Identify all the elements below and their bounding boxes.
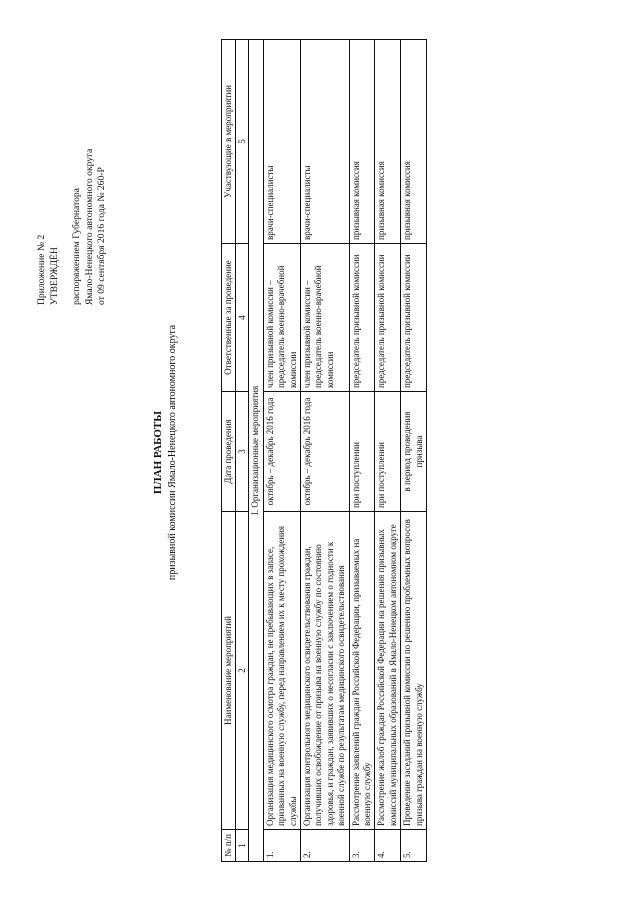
column-number-row [236,40,249,862]
table-row [263,40,300,862]
table-row [401,40,427,862]
column-number: 5 [236,40,249,244]
header-responsible: Ответственные за проведение [222,244,236,392]
row-number: 3. [349,830,375,862]
row-number: 5. [401,830,427,862]
row-responsible: председатель призывной комиссии [375,244,401,392]
row-participants: призывная комиссия [349,40,375,244]
table-row [375,40,401,862]
column-number: 3 [236,392,249,512]
approved-label: УТВЕРЖДЁН [48,247,60,305]
row-number: 4. [375,830,401,862]
document-subtitle: призывной комиссии Ямало-Ненецкого автономного округа [167,324,178,581]
section-row [249,40,263,862]
row-participants: призывная комиссия [375,40,401,244]
row-date: октябрь – декабрь 2016 года [301,392,350,512]
approval-stamp-block [36,45,109,305]
header-activity: Наименование мероприятий [222,512,236,830]
column-number: 1 [236,830,249,862]
row-participants: врачи-специалисты [301,40,350,244]
approval-order-line: распоряжением Губернатора [71,188,82,305]
row-responsible: член призывной комиссии – председатель военно-врачебной комиссии [301,244,350,392]
header-date: Дата проведения [222,392,236,512]
table-header-row [222,40,236,862]
row-date: октябрь – декабрь 2016 года [263,392,300,512]
document-title: ПЛАН РАБОТЫ [152,410,164,495]
header-participants: Участвующие в мероприятии [222,40,236,244]
approval-region-line: Ямало-Ненецкого автономного округа [83,148,95,305]
row-activity: Организация контрольного медицинского освидетельствования граждан, получивших освобождение от призыва на военную службу по состоянию здоровья, и граждан, заявивших о несогласии с заключением о годности к военной службе по результатам медицинского освидетельствования [301,512,350,830]
table-row [301,40,350,862]
row-responsible: председатель призывной комиссии [401,244,427,392]
row-activity: Рассмотрение жалоб граждан Российской Федерации на решения призывных комиссий муниципальных образований в Ямало-Ненецком автономном округе [375,512,401,830]
row-participants: врачи-специалисты [263,40,300,244]
row-participants: призывная комиссия [401,40,427,244]
row-activity: Организация медицинского осмотра граждан, не пребывающих в запасе, призванных на военную службу, перед направлением их к месту прохождения службы [263,512,300,830]
work-plan-table [221,39,427,862]
column-number: 2 [236,512,249,830]
row-activity: Рассмотрение заявлений граждан Российской Федерации, призываемых на военную службу [349,512,375,830]
row-responsible: председатель призывной комиссии [349,244,375,392]
row-date: при поступлении [349,392,375,512]
row-activity: Проведение заседаний призывной комиссии по решению проблемных вопросов призыва граждан на военную службу [401,512,427,830]
approval-date-line: от 09 сентября 2016 года № 260-Р [96,167,107,305]
row-number: 2. [301,830,350,862]
column-number: 4 [236,244,249,392]
appendix-number: Приложение № 2 [36,234,47,305]
row-date: в период проведения призыва [401,392,427,512]
table-row [349,40,375,862]
row-date: при поступлении [375,392,401,512]
section-title: I. Организационные мероприятия [249,40,263,862]
row-responsible: член призывной комиссии – председатель военно-врачебной комиссии [263,244,300,392]
header-number: № п/п [222,830,236,862]
row-number: 1. [263,830,300,862]
